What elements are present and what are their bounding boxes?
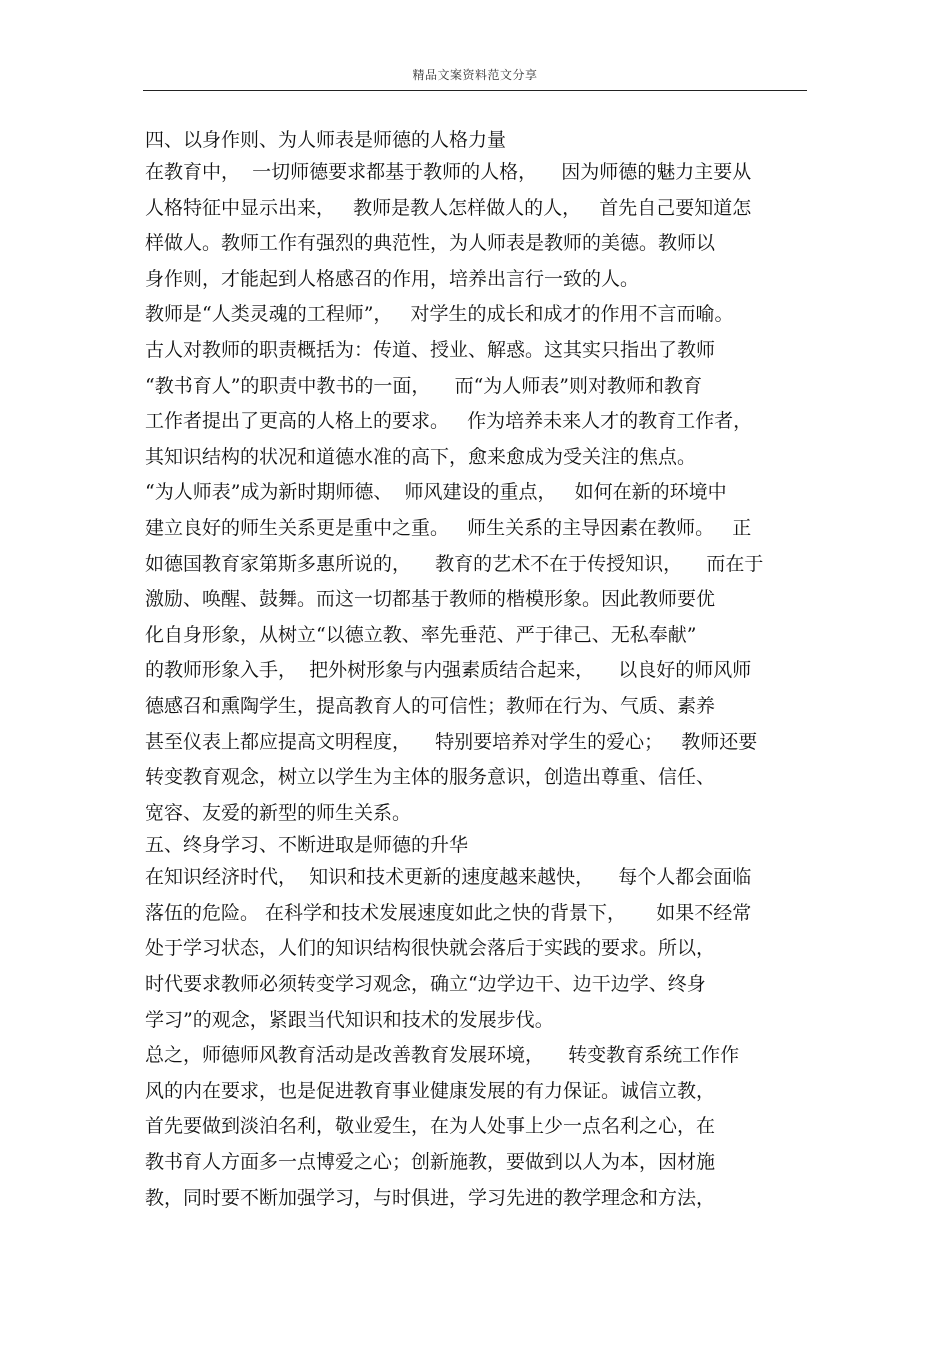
paragraph-line: 首先要做到淡泊名利，敬业爱生，在为人处事上少一点名利之心，在: [145, 1115, 716, 1138]
paragraph-line: 德感召和熏陶学生，提高教育人的可信性；教师在行为、气质、素养: [145, 694, 716, 717]
paragraph-line: 在教育中， 一切师德要求都基于教师的人格， 因为师德的魅力主要从: [145, 161, 752, 183]
paragraph-line: 落伍的危险。 在科学和技术发展速度如此之快的背景下， 如果不经常: [145, 901, 752, 924]
paragraph-line: 建立良好的师生关系更是重中之重。 师生关系的主导因素在教师。 正: [145, 516, 752, 539]
paragraph-line: 教师是“人类灵魂的工程师”， 对学生的成长和成才的作用不言而喻。: [145, 303, 734, 326]
paragraph-line: 教书育人方面多一点博爱之心；创新施教，要做到以人为本，因材施: [145, 1151, 716, 1174]
paragraph-line: 其知识结构的状况和道德水准的高下，愈来愈成为受关注的焦点。: [145, 445, 697, 468]
paragraph-line: 如德国教育家第斯多惠所说的， 教育的艺术不在于传授知识， 而在于: [145, 552, 764, 575]
paragraph-line: 教，同时要不断加强学习，与时俱进，学习先进的教学理念和方法，: [145, 1186, 716, 1209]
paragraph-line: 化自身形象，从树立“以德立教、率先垂范、严于律己、无私奉献”: [145, 623, 697, 646]
paragraph-line: 在知识经济时代， 知识和技术更新的速度越来越快， 每个人都会面临: [145, 866, 752, 889]
paragraph-line: 工作者提出了更高的人格上的要求。 作为培养未来人才的教育工作者，: [145, 410, 753, 433]
paragraph-line: “为人师表”成为新时期师德、 师风建设的重点， 如何在新的环境中: [145, 481, 727, 504]
paragraph-line: 时代要求教师必须转变学习观念，确立“边学边干、边干边学、终身: [145, 973, 706, 996]
paragraph-line: 的教师形象入手， 把外树形象与内强素质结合起来， 以良好的师风师: [145, 659, 752, 682]
paragraph-line: 转变教育观念，树立以学生为主体的服务意识，创造出尊重、信任、: [145, 766, 716, 789]
paragraph-line: 处于学习状态，人们的知识结构很快就会落后于实践的要求。所以，: [145, 937, 716, 960]
paragraph-line: 甚至仪表上都应提高文明程度， 特别要培养对学生的爱心； 教师还要: [145, 730, 758, 753]
paragraph-line: 宽容、友爱的新型的师生关系。: [145, 801, 412, 824]
paragraph-line: 人格特征中显示出来， 教师是教人怎样做人的人， 首先自己要知道怎: [145, 196, 752, 219]
paragraph-line: 样做人。教师工作有强烈的典范性，为人师表是教师的美德。教师以: [145, 232, 716, 255]
paragraph-line: 学习”的观念，紧跟当代知识和技术的发展步伐。: [145, 1008, 554, 1031]
paragraph-line: 总之，师德师风教育活动是改善教育发展环境， 转变教育系统工作作: [145, 1044, 740, 1067]
page-header: 精品文案资料范文分享: [412, 68, 538, 82]
section-heading: 四、以身作则、为人师表是师德的人格力量: [145, 129, 507, 151]
document-body: [145, 126, 810, 1216]
section-heading: 五、终身学习、不断进取是师德的升华: [145, 834, 469, 857]
header-divider: [143, 90, 807, 91]
paragraph-line: 古人对教师的职责概括为：传道、授业、解惑。这其实只指出了教师: [145, 338, 716, 361]
paragraph-line: 激励、唤醒、鼓舞。而这一切都基于教师的楷模形象。因此教师要优: [145, 588, 716, 611]
paragraph-line: 身作则，才能起到人格感召的作用，培养出言行一致的人。: [145, 267, 640, 290]
paragraph-line: 风的内在要求，也是促进教育事业健康发展的有力保证。诚信立教，: [145, 1079, 716, 1102]
paragraph-line: “教书育人”的职责中教书的一面， 而“为人师表”则对教师和教育: [145, 374, 703, 397]
